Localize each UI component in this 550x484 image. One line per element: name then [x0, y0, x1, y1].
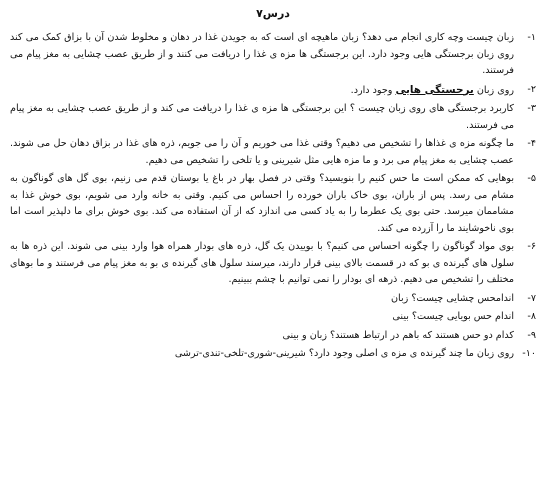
item-text: کاربرد برجستگی های روی زبان چیست ؟ این برجستگی ها مزه ی غذا را دریافت می کند و از طریق عصب چشایی به مغز پیام می فرستند.: [10, 103, 514, 131]
item-number: ۶-: [527, 241, 536, 252]
list-item: [10, 239, 536, 289]
item-number: ۹-: [527, 329, 536, 341]
item-text: بوی مواد گوناگون را چگونه احساس می کنیم؟ با بوییدن یک گل، ذره های بودار همراه هوا وارد بینی می شوند. این ذره ها به سلول های گیرنده ی بو که در قسمت بالای بینی قرار دارند، میرسند سلول های گیرنده ی بو به مغز پیام می فرستند و ما بوهای مختلف را تشخیص می دهیم. ذرهه ای بودار را نمی توانیم با چشم ببینیم.: [10, 241, 514, 285]
list-item: [10, 328, 536, 345]
list-item: [10, 291, 536, 308]
item-number: ۱-: [527, 32, 536, 43]
item-text: ما چگونه مزه ی غذاها را تشخیص می دهیم؟ وقتی غذا می خوریم و آن را می جویم، ذره های غذا در بزاق دهان حل می شوند. عصب چشایی به مغز پیام می برد و ما مزه هایی مثل شیرینی و یا تلخی را تشخیص می دهیم.: [10, 138, 514, 166]
item-number: ۵-: [527, 173, 536, 184]
item-number: ۴-: [527, 138, 536, 149]
item-text: اندام حس بویایی چیست؟ بینی: [392, 311, 514, 322]
list-item: [10, 309, 536, 326]
item-number: ۷-: [527, 292, 536, 304]
item-text: بوهایی که ممکن است ما حس کنیم را بنویسید؟ وقتی در فصل بهار در باغ یا بوستان قدم می زنیم، بوی گل های گوناگون به مشام می رسد. پس از باران، بوی خاک باران خورده را احساس می کنیم. وقتی به خانه وارد می شویم، بوی خوش غذا به مشاممان میرسد. حتی بوی یک عطرما را به یاد کسی می اندازد که از آن استفاده می کند. بوی خوش برای ما دلپذیر است اما بوی ناخوشایند ما را آزرده می کند.: [10, 173, 514, 234]
item-text: کدام دو حس هستند که باهم در ارتباط هستند؟ زبان و بینی: [282, 329, 514, 341]
list-item: [10, 346, 536, 363]
list-item: [10, 101, 536, 134]
item-number: ۳-: [527, 103, 536, 114]
list-item: [10, 30, 536, 80]
item-text-before: روی زبان: [476, 84, 514, 96]
list-item: [10, 136, 536, 169]
item-number: ۸-: [527, 311, 536, 322]
item-text: زبان چیست وچه کاری انجام می دهد؟ زبان ماهیچه ای است که به جویدن غذا در دهان و مخلوط شدن آن با بزاق کمک می کند روی زبان برجستگی هایی وجود دارد. این برجستگی ها مزه ی غذا را دریافت می کنند و از طریق عصب چشایی به مغز پیام می فرستند.: [10, 32, 514, 76]
item-text-after: وجود دارد.: [350, 84, 393, 96]
item-number: ۱۰-: [522, 348, 536, 359]
emphasized-term: برجستگی هایی: [395, 83, 474, 96]
item-text: روی زبان ما چند گیرنده ی مزه ی اصلی وجود دارد؟ شیرینی-شوری-تلخی-تندی-ترشی: [174, 348, 514, 359]
list-item: [10, 171, 536, 237]
item-number: ۲-: [527, 83, 536, 95]
item-text: اندامحس چشایی چیست؟ زبان: [391, 292, 514, 304]
list-item: [10, 82, 536, 100]
lesson-title: درس۷: [256, 7, 290, 20]
question-list: [10, 30, 536, 363]
item-text: [10, 82, 514, 100]
